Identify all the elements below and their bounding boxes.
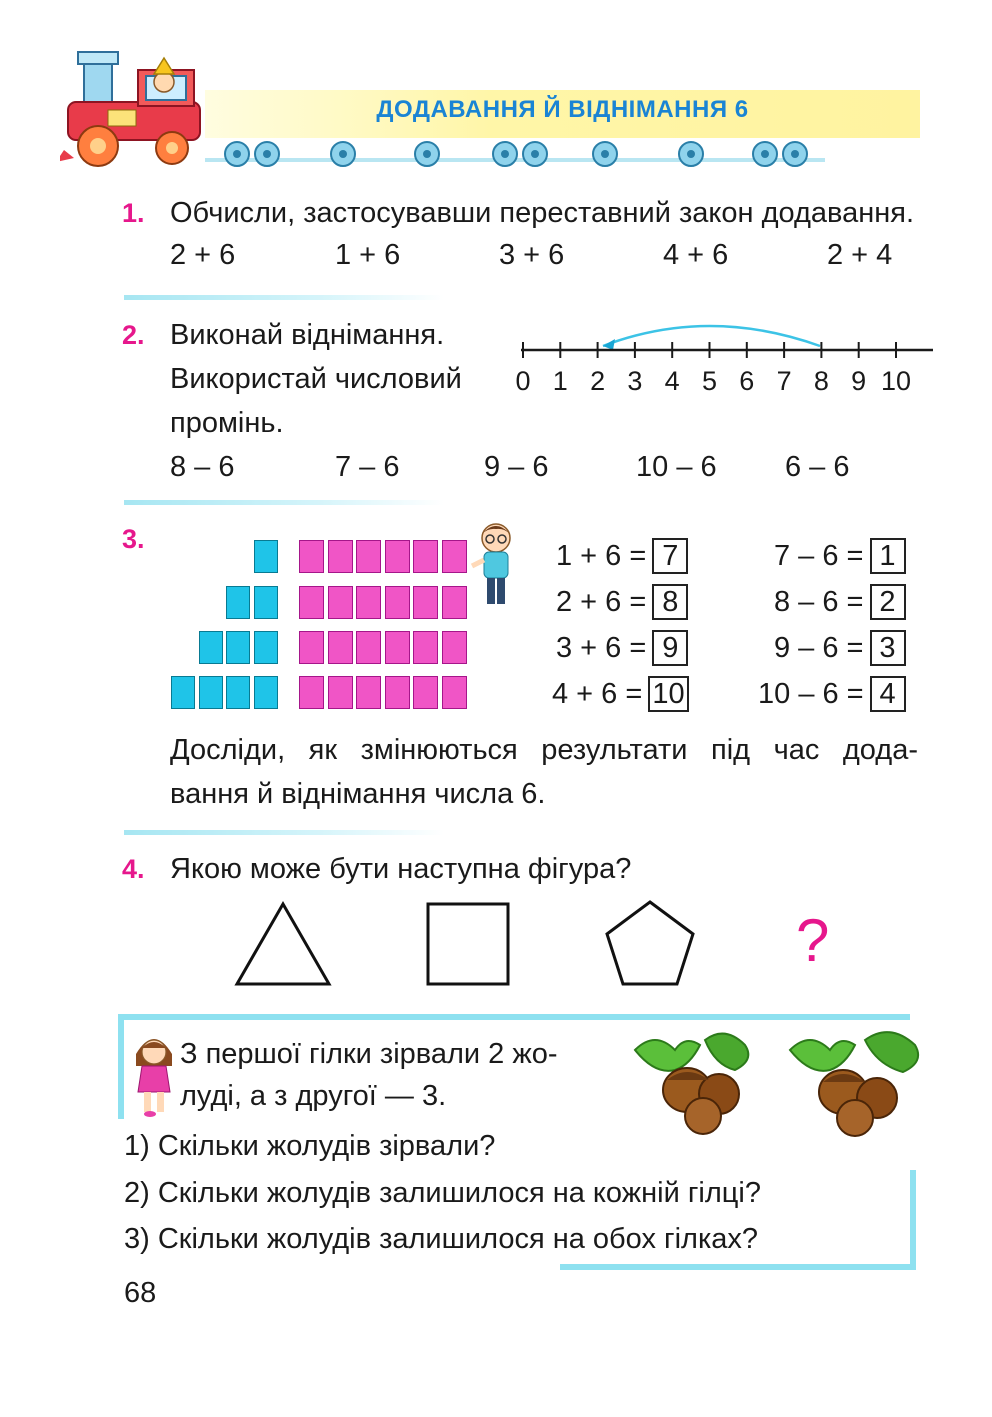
- pink-square: [385, 631, 410, 664]
- equation-expr: 4 + 6 =: [552, 678, 643, 710]
- pink-square: [299, 540, 324, 573]
- problem-frame-bottom: [560, 1264, 916, 1270]
- blue-square: [226, 676, 250, 709]
- task1-expr-4: 4 + 6: [663, 239, 729, 271]
- task2-number: 2.: [122, 320, 145, 350]
- pink-square: [442, 676, 467, 709]
- pink-square: [299, 586, 324, 619]
- answer-box: 1: [870, 538, 906, 574]
- problem-frame-right: [910, 1170, 916, 1270]
- pink-square: [328, 586, 353, 619]
- pink-square: [413, 540, 438, 573]
- equation-expr: 9 – 6 =: [774, 632, 864, 664]
- task2-expr-2: 7 – 6: [335, 451, 400, 483]
- pink-square: [413, 676, 438, 709]
- blue-square: [199, 631, 223, 664]
- pink-square: [328, 676, 353, 709]
- equation-expr: 3 + 6 =: [556, 632, 647, 664]
- blue-square: [226, 586, 250, 619]
- answer-box: 8: [652, 584, 688, 620]
- blue-square: [254, 676, 278, 709]
- ray-label: 8: [813, 366, 829, 396]
- square-shape: [428, 904, 508, 984]
- subtraction-equation: [774, 628, 906, 668]
- ray-label: 2: [590, 366, 606, 396]
- problem-frame-left: [118, 1014, 124, 1119]
- girl-illustration: [128, 1030, 180, 1120]
- task2-line2: Використай числовий: [170, 363, 462, 395]
- ray-label: 4: [664, 366, 680, 396]
- equation-expr: 8 – 6 =: [774, 586, 864, 618]
- answer-box: 2: [870, 584, 906, 620]
- task3-number: 3.: [122, 524, 145, 554]
- subtraction-equation: [774, 582, 906, 622]
- answer-box: 3: [870, 630, 906, 666]
- task1-expr-5: 2 + 4: [827, 239, 893, 271]
- triangle-shape: [237, 904, 329, 984]
- acorns-illustration: [615, 1020, 945, 1140]
- acorn-branch-2: [790, 1032, 918, 1136]
- ray-label: 0: [515, 366, 531, 396]
- problem-line2: луді, а з другої — 3.: [180, 1080, 447, 1112]
- task4-number: 4.: [122, 854, 145, 884]
- question-mark: ?: [796, 907, 830, 974]
- task2-expr-1: 8 – 6: [170, 451, 235, 483]
- shape-sequence: [225, 898, 705, 993]
- blue-square: [254, 586, 278, 619]
- pink-square: [442, 540, 467, 573]
- ray-label: 3: [627, 366, 643, 396]
- ray-label: 9: [851, 366, 867, 396]
- section-divider: [124, 500, 444, 505]
- subtraction-equation: [758, 674, 906, 714]
- task1-expr-1: 2 + 6: [170, 239, 236, 271]
- page-title: ДОДАВАННЯ Й ВІДНІМАННЯ 6: [376, 96, 749, 123]
- boy-illustration: [470, 520, 522, 610]
- blue-square: [254, 540, 278, 573]
- pink-square: [413, 631, 438, 664]
- ray-label: 10: [880, 366, 912, 396]
- problem-question-2: 2) Скільки жолудів залишилося на кожній гілці?: [124, 1177, 761, 1209]
- pink-square: [356, 676, 381, 709]
- task1-instruction: Обчисли, застосувавши переставний закон додавання.: [170, 197, 915, 229]
- answer-box: 10: [648, 676, 688, 712]
- task2-line3: промінь.: [170, 407, 284, 439]
- task1-number: 1.: [122, 198, 145, 228]
- page-number: 68: [124, 1277, 157, 1309]
- acorn-branch-1: [635, 1034, 748, 1134]
- task1-expr-3: 3 + 6: [499, 239, 565, 271]
- pink-square: [413, 586, 438, 619]
- task2-line1: Виконай віднімання.: [170, 319, 445, 351]
- ray-label: 7: [776, 366, 792, 396]
- blue-square: [226, 631, 250, 664]
- task3-text-line1: Досліди, як змінюються результати під час дода-: [170, 734, 918, 766]
- pink-square: [385, 540, 410, 573]
- pink-square: [299, 676, 324, 709]
- addition-equation: [556, 582, 688, 622]
- section-divider: [124, 830, 444, 835]
- pink-square: [442, 586, 467, 619]
- pink-square: [442, 631, 467, 664]
- addition-equation: [556, 536, 688, 576]
- equation-expr: 2 + 6 =: [556, 586, 647, 618]
- task2-expr-5: 6 – 6: [785, 451, 850, 483]
- train-wheels: [215, 138, 825, 170]
- addition-equation: [552, 674, 689, 714]
- task2-expr-3: 9 – 6: [484, 451, 549, 483]
- number-ray: [505, 310, 940, 400]
- pink-square: [385, 586, 410, 619]
- pink-square: [385, 676, 410, 709]
- addition-equation: [556, 628, 688, 668]
- section-divider: [124, 295, 444, 300]
- pink-square: [356, 586, 381, 619]
- ray-label: 6: [739, 366, 755, 396]
- ray-label: 1: [552, 366, 568, 396]
- blue-square: [171, 676, 195, 709]
- task4-question: Якою може бути наступна фігура?: [170, 853, 632, 885]
- subtraction-equation: [774, 536, 906, 576]
- equation-expr: 10 – 6 =: [758, 678, 864, 710]
- task3-text-line2: вання й віднімання числа 6.: [170, 778, 546, 810]
- problem-line1: З першої гілки зірвали 2 жо-: [180, 1038, 558, 1070]
- pink-square: [328, 631, 353, 664]
- blue-square: [254, 631, 278, 664]
- answer-box: 9: [652, 630, 688, 666]
- ray-label: 5: [701, 366, 718, 396]
- train-illustration: [60, 40, 220, 170]
- pentagon-shape: [607, 902, 693, 984]
- equation-expr: 7 – 6 =: [774, 540, 864, 572]
- problem-question-3: 3) Скільки жолудів залишилося на обох гілках?: [124, 1223, 759, 1255]
- answer-box: 4: [870, 676, 906, 712]
- problem-question-1: 1) Скільки жолудів зірвали?: [124, 1130, 496, 1162]
- blue-square: [199, 676, 223, 709]
- answer-box: 7: [652, 538, 688, 574]
- equation-expr: 1 + 6 =: [556, 540, 647, 572]
- task2-expr-4: 10 – 6: [636, 451, 717, 483]
- pink-square: [328, 540, 353, 573]
- pink-square: [299, 631, 324, 664]
- pink-square: [356, 540, 381, 573]
- pink-square: [356, 631, 381, 664]
- task1-expr-2: 1 + 6: [335, 239, 401, 271]
